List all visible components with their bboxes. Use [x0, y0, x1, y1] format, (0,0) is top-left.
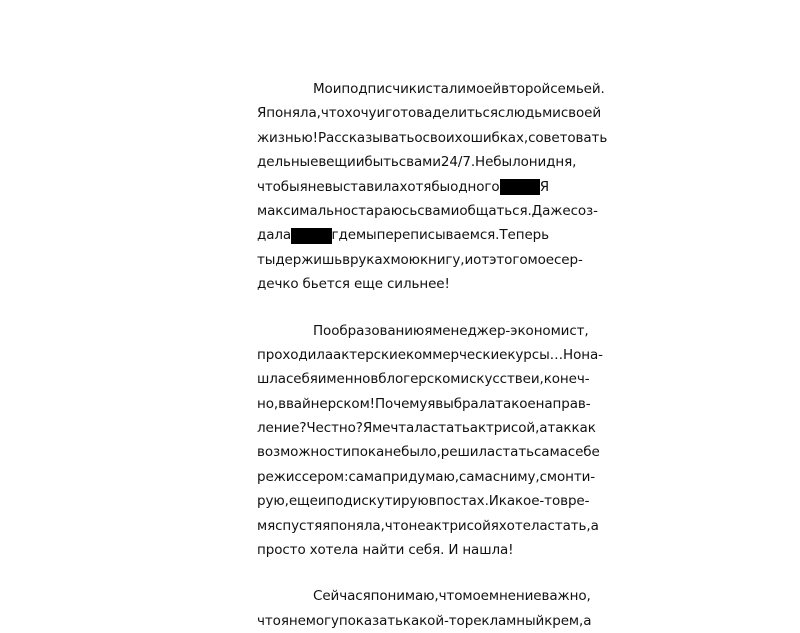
word: второй	[501, 81, 551, 97]
word: вайнерском!	[285, 395, 375, 412]
word: что	[438, 588, 463, 605]
text-line	[257, 367, 590, 391]
word: руках	[349, 251, 391, 268]
word: сама	[348, 468, 383, 485]
word: общаться.	[459, 202, 532, 219]
word: блогерском	[378, 371, 461, 388]
word: не	[307, 178, 325, 195]
word: стать	[495, 444, 534, 461]
word: я	[322, 517, 331, 534]
word: Почему	[374, 395, 428, 412]
word: и	[355, 154, 365, 171]
word: вре-	[560, 493, 590, 510]
word: конеч-	[543, 371, 590, 388]
word: возможности	[257, 444, 352, 461]
word: мечтала	[372, 420, 431, 437]
word: в	[428, 493, 437, 510]
word: шла	[257, 371, 286, 388]
word: стали	[425, 81, 466, 97]
word: мое	[462, 588, 489, 605]
word: что	[257, 612, 281, 629]
word: именно	[317, 371, 371, 388]
word: Я	[257, 105, 267, 122]
word: и	[317, 493, 327, 510]
word: хотела	[498, 517, 548, 534]
word: не	[408, 517, 426, 534]
word: готова	[385, 105, 433, 122]
word: придумаю,	[382, 468, 459, 485]
word: И	[488, 493, 499, 510]
word: что	[320, 105, 345, 122]
word: максимально	[257, 202, 351, 219]
paragraph-gap	[257, 562, 549, 584]
word: сама	[533, 444, 568, 461]
word: дельные	[257, 154, 319, 171]
word: подискутирую	[326, 493, 429, 510]
word: решила	[440, 444, 496, 461]
word: хотя	[399, 178, 432, 195]
word: держишь	[275, 251, 343, 268]
word: рекламный	[464, 612, 545, 629]
text-line	[257, 440, 600, 464]
word: я	[280, 612, 289, 629]
text-line	[257, 609, 592, 633]
word: вами	[424, 202, 460, 219]
word: себя.	[408, 542, 445, 559]
word: людьми	[505, 105, 561, 122]
word: актрисой,	[469, 420, 540, 437]
word: ни	[528, 154, 547, 171]
word: крем,	[544, 612, 584, 629]
text-line	[257, 150, 577, 174]
word: стараюсь	[350, 202, 418, 219]
word: Не	[475, 154, 494, 171]
word: еще	[288, 493, 318, 510]
word: Я	[362, 420, 373, 437]
word: этого	[489, 251, 528, 268]
word: советовать	[528, 129, 608, 146]
word: бы	[431, 178, 451, 195]
text-line	[257, 77, 605, 101]
word: спустя	[275, 517, 323, 534]
word: с	[497, 105, 506, 122]
word: чтобы	[257, 178, 300, 195]
word: 24/7.	[440, 154, 476, 171]
word: и,	[530, 371, 544, 388]
text-line	[257, 175, 549, 199]
word: понимаю,	[370, 588, 439, 605]
word: направ-	[535, 395, 591, 412]
word: стать,	[547, 517, 591, 534]
word: подписчики	[341, 81, 426, 97]
word: Но	[563, 346, 582, 363]
word: поняла,	[330, 517, 385, 534]
text-line	[257, 584, 591, 608]
redaction-block	[291, 228, 331, 244]
word: пока	[351, 444, 385, 461]
word: я	[424, 322, 433, 339]
redaction-block	[500, 179, 540, 195]
word: в	[342, 251, 350, 268]
word: поняла,	[266, 105, 321, 122]
word: было,	[401, 444, 441, 461]
word: но,	[257, 395, 279, 412]
word: что	[384, 517, 409, 534]
word: мнение	[488, 588, 542, 605]
word: режиссером:	[257, 468, 349, 485]
word: а	[583, 612, 592, 629]
text-column	[257, 77, 608, 633]
word: Я	[539, 178, 549, 195]
text-line	[257, 392, 591, 416]
word: соз-	[570, 202, 598, 219]
word: быть	[364, 154, 399, 171]
word: в	[278, 395, 286, 412]
paragraph	[257, 319, 603, 563]
word: своих	[422, 129, 463, 146]
word: ты	[257, 251, 276, 268]
word: коммерческие	[405, 346, 508, 363]
word: просто	[257, 542, 306, 559]
word: важно,	[541, 588, 591, 605]
word: рую,	[257, 493, 289, 510]
text-line	[257, 248, 583, 272]
word: одного	[450, 178, 500, 195]
word: сниму,	[492, 468, 540, 485]
word: не	[384, 444, 402, 461]
word: ошибках,	[462, 129, 529, 146]
word: было	[493, 154, 529, 171]
word: Даже	[531, 202, 571, 219]
word: ление?	[257, 420, 307, 437]
word: а	[590, 517, 599, 534]
word: смонти-	[539, 468, 596, 485]
word: моей	[465, 81, 502, 97]
word: с	[417, 202, 425, 219]
text-line	[257, 126, 608, 150]
word: проходила	[257, 346, 334, 363]
word: Сейчас	[313, 588, 363, 605]
word: сильнее!	[386, 276, 450, 293]
word: не	[288, 612, 306, 629]
word: жизнью!	[257, 129, 318, 146]
word: я	[490, 517, 499, 534]
word: себе	[567, 444, 600, 461]
word: еще	[353, 276, 383, 293]
word: вещи	[318, 154, 356, 171]
word: так	[547, 420, 572, 437]
paragraph	[257, 77, 608, 297]
word: семьей.	[550, 81, 605, 97]
word: актерские	[333, 346, 406, 363]
word: искусстве	[460, 371, 531, 388]
text-line	[257, 489, 590, 513]
text-line	[257, 272, 549, 296]
text-line	[257, 343, 603, 367]
word: мое	[527, 251, 554, 268]
text-line	[257, 514, 599, 538]
word: выбрала	[435, 395, 496, 412]
word: дня,	[546, 154, 577, 171]
word: дечко	[257, 276, 299, 293]
word: какой-то	[402, 612, 465, 629]
word: менеджер-экономист,	[432, 322, 589, 339]
word: я	[427, 395, 436, 412]
word: вами	[406, 154, 441, 171]
word: с	[398, 154, 407, 171]
word: своей	[560, 105, 602, 122]
word: какое-то	[498, 493, 561, 510]
word: хотела	[309, 542, 359, 559]
word: я	[299, 178, 308, 195]
word: Рассказывать	[317, 129, 415, 146]
word: нашла!	[462, 542, 514, 559]
word: хочу	[344, 105, 377, 122]
word: переписываемся.	[376, 227, 500, 244]
word: выставила	[324, 178, 400, 195]
word: могу	[305, 612, 339, 629]
word: книгу,	[419, 251, 465, 268]
word: а	[539, 420, 548, 437]
word: и	[464, 251, 474, 268]
word: найти	[362, 542, 405, 559]
text-line	[257, 223, 549, 247]
word: такое	[495, 395, 536, 412]
word: стать	[430, 420, 470, 437]
word: я	[362, 588, 371, 605]
word: и	[376, 105, 386, 122]
word: По	[313, 322, 332, 339]
word: Честно?	[306, 420, 363, 437]
word: Мои	[313, 81, 342, 97]
text-line	[257, 101, 602, 125]
word: в	[370, 371, 379, 388]
word: мою	[390, 251, 420, 268]
word: показать	[338, 612, 403, 629]
word: на-	[581, 346, 603, 363]
word: Теперь	[499, 227, 549, 244]
word: сама	[458, 468, 493, 485]
word: делиться	[432, 105, 498, 122]
word: образованию	[331, 322, 425, 339]
word: И	[448, 542, 459, 559]
text-line	[257, 465, 596, 489]
word: как	[571, 420, 596, 437]
word: дала	[257, 227, 292, 244]
paragraph	[257, 584, 592, 633]
word: мы	[355, 227, 377, 244]
word: актрисой	[425, 517, 491, 534]
word: постах.	[436, 493, 489, 510]
word: себя	[285, 371, 318, 388]
text-line	[257, 538, 549, 562]
word: от	[473, 251, 490, 268]
word: курсы…	[507, 346, 564, 363]
text-line	[257, 199, 598, 223]
word: бьется	[302, 276, 350, 293]
text-line	[257, 416, 596, 440]
word: где	[331, 227, 356, 244]
text-line	[257, 319, 589, 343]
word: о	[414, 129, 423, 146]
word: сер-	[553, 251, 583, 268]
paragraph-gap	[257, 297, 549, 319]
word: мя	[257, 517, 276, 534]
